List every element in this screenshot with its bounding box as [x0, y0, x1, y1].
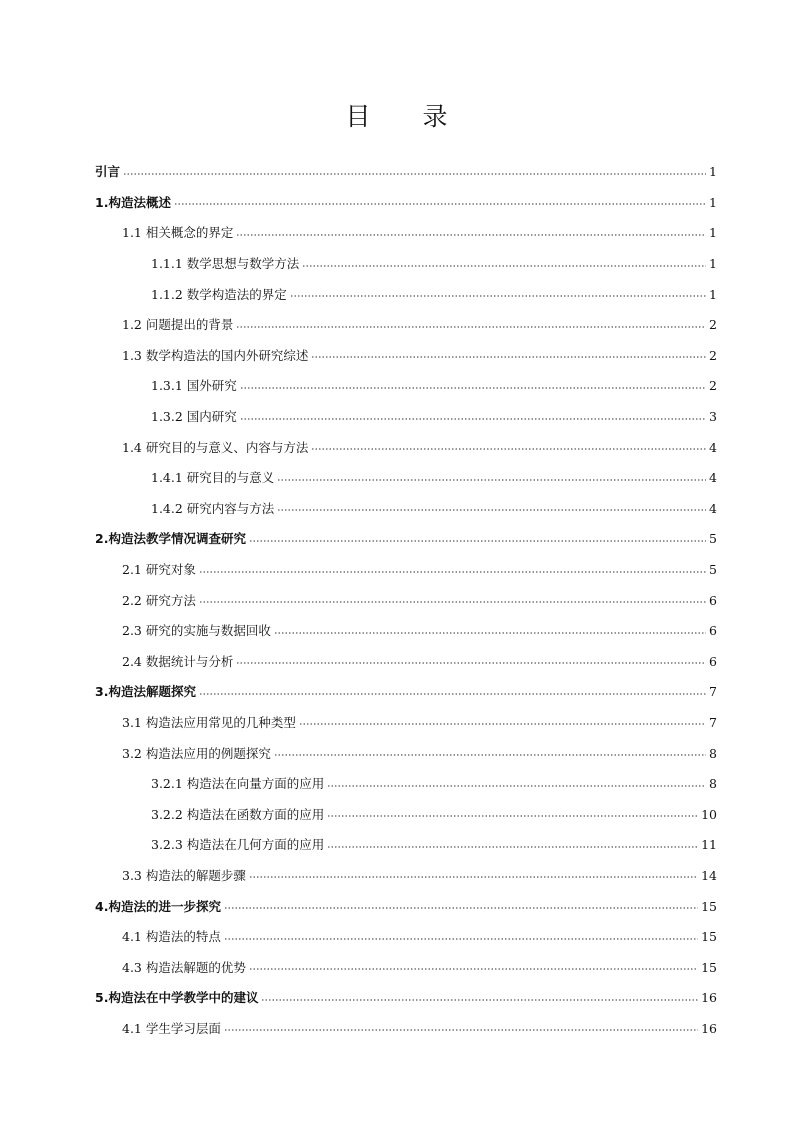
toc-entry-label: 4.3 构造法解题的优势	[122, 959, 246, 975]
toc-dot-leader	[123, 173, 706, 175]
toc-entry-page-number: 16	[701, 1020, 717, 1036]
toc-entry[interactable]	[0, 494, 793, 525]
toc-entry-label: 3.2.2 构造法在函数方面的应用	[151, 806, 325, 822]
toc-entry-label: 1.3.2 国内研究	[151, 409, 237, 425]
toc-entry[interactable]	[0, 861, 793, 892]
toc-entry[interactable]	[0, 647, 793, 678]
toc-entry[interactable]	[0, 952, 793, 983]
toc-entry-label: 2.1 研究对象	[122, 562, 196, 578]
toc-entry[interactable]	[0, 310, 793, 341]
toc-dot-leader	[274, 754, 706, 756]
toc-entry[interactable]	[0, 769, 793, 800]
table-of-contents	[0, 157, 793, 1044]
toc-entry-label: 3.1 构造法应用常见的几种类型	[122, 714, 296, 730]
toc-entry-page-number: 8	[709, 776, 717, 792]
toc-dot-leader	[199, 571, 706, 573]
toc-dot-leader	[311, 448, 706, 450]
toc-entry[interactable]	[0, 524, 793, 555]
toc-entry-page-number: 10	[701, 806, 717, 822]
toc-dot-leader	[236, 234, 706, 236]
toc-entry[interactable]	[0, 371, 793, 402]
toc-entry-page-number: 2	[709, 317, 717, 333]
toc-entry[interactable]	[0, 891, 793, 922]
toc-dot-leader	[299, 723, 706, 725]
toc-entry-page-number: 5	[709, 562, 717, 578]
toc-dot-leader	[240, 387, 706, 389]
toc-dot-leader	[302, 265, 706, 267]
toc-entry-page-number: 5	[709, 531, 717, 547]
toc-entry-label: 4.1 构造法的特点	[122, 929, 221, 945]
toc-entry-label: 3.2.1 构造法在向量方面的应用	[151, 776, 325, 792]
toc-dot-leader	[327, 785, 706, 787]
toc-dot-leader	[327, 815, 698, 817]
toc-entry[interactable]	[0, 922, 793, 953]
toc-entry-label: 1.1.1 数学思想与数学方法	[151, 256, 300, 272]
toc-entry-page-number: 1	[709, 164, 717, 180]
toc-entry-page-number: 4	[709, 439, 717, 455]
toc-entry[interactable]	[0, 677, 793, 708]
toc-entry-label: 3.2 构造法应用的例题探究	[122, 745, 271, 761]
toc-entry-label: 1.1 相关概念的界定	[122, 225, 234, 241]
toc-entry-page-number: 8	[709, 745, 717, 761]
toc-entry-page-number: 2	[709, 378, 717, 394]
toc-dot-leader	[274, 632, 706, 634]
toc-dot-leader	[224, 907, 698, 909]
toc-dot-leader	[199, 693, 706, 695]
toc-entry-label: 3.2.3 构造法在几何方面的应用	[151, 837, 325, 853]
toc-entry-label: 1.3 数学构造法的国内外研究综述	[122, 347, 309, 363]
toc-entry-page-number: 15	[701, 959, 717, 975]
toc-entry-page-number: 1	[709, 286, 717, 302]
toc-entry-page-number: 4	[709, 470, 717, 486]
toc-dot-leader	[174, 203, 706, 205]
toc-entry[interactable]	[0, 463, 793, 494]
toc-entry[interactable]	[0, 249, 793, 280]
toc-dot-leader	[261, 999, 698, 1001]
toc-entry-page-number: 7	[709, 714, 717, 730]
toc-entry-page-number: 11	[701, 837, 717, 853]
toc-entry[interactable]	[0, 188, 793, 219]
toc-entry-label: 5.构造法在中学教学中的建议	[95, 990, 259, 1006]
toc-entry-label: 2.3 研究的实施与数据回收	[122, 623, 271, 639]
toc-entry[interactable]	[0, 830, 793, 861]
toc-entry-label: 3.构造法解题探究	[95, 684, 196, 700]
toc-dot-leader	[249, 540, 706, 542]
toc-entry-label: 1.4.2 研究内容与方法	[151, 500, 275, 516]
toc-entry-page-number: 6	[709, 653, 717, 669]
toc-dot-leader	[236, 662, 706, 664]
toc-entry[interactable]	[0, 555, 793, 586]
toc-entry[interactable]	[0, 738, 793, 769]
toc-entry-page-number: 1	[709, 256, 717, 272]
toc-entry-label: 2.构造法教学情况调查研究	[95, 531, 246, 547]
toc-dot-leader	[224, 1029, 698, 1031]
toc-entry[interactable]	[0, 157, 793, 188]
toc-entry[interactable]	[0, 1014, 793, 1045]
toc-entry[interactable]	[0, 799, 793, 830]
toc-entry[interactable]	[0, 585, 793, 616]
toc-entry-page-number: 7	[709, 684, 717, 700]
toc-entry[interactable]	[0, 402, 793, 433]
toc-entry-page-number: 4	[709, 500, 717, 516]
toc-dot-leader	[249, 876, 698, 878]
toc-entry-page-number: 15	[701, 898, 717, 914]
toc-dot-leader	[249, 968, 698, 970]
toc-entry-page-number: 14	[701, 867, 717, 883]
toc-dot-leader	[311, 356, 706, 358]
toc-dot-leader	[224, 938, 698, 940]
toc-entry-label: 3.3 构造法的解题步骤	[122, 867, 246, 883]
toc-entry[interactable]	[0, 983, 793, 1014]
toc-dot-leader	[277, 479, 706, 481]
toc-entry-page-number: 6	[709, 592, 717, 608]
toc-entry-label: 1.2 问题提出的背景	[122, 317, 234, 333]
toc-entry[interactable]	[0, 341, 793, 372]
toc-entry-page-number: 16	[701, 990, 717, 1006]
toc-entry-page-number: 2	[709, 347, 717, 363]
toc-entry-label: 2.4 数据统计与分析	[122, 653, 234, 669]
toc-entry-label: 1.3.1 国外研究	[151, 378, 237, 394]
toc-dot-leader	[199, 601, 706, 603]
toc-entry[interactable]	[0, 616, 793, 647]
toc-dot-leader	[240, 418, 706, 420]
toc-entry-label: 1.4 研究目的与意义、内容与方法	[122, 439, 309, 455]
toc-entry-label: 2.2 研究方法	[122, 592, 196, 608]
toc-entry-label: 1.构造法概述	[95, 194, 171, 210]
toc-dot-leader	[236, 326, 706, 328]
toc-dot-leader	[290, 295, 706, 297]
page-title: 目 录	[345, 102, 470, 131]
toc-entry-page-number: 15	[701, 929, 717, 945]
toc-entry-page-number: 1	[709, 225, 717, 241]
toc-entry[interactable]	[0, 218, 793, 249]
toc-dot-leader	[277, 509, 706, 511]
toc-entry[interactable]	[0, 708, 793, 739]
toc-entry[interactable]	[0, 432, 793, 463]
toc-entry-label: 1.4.1 研究目的与意义	[151, 470, 275, 486]
toc-entry-page-number: 1	[709, 194, 717, 210]
toc-entry-label: 引言	[95, 164, 121, 180]
toc-entry[interactable]	[0, 279, 793, 310]
toc-entry-page-number: 6	[709, 623, 717, 639]
toc-entry-label: 4.1 学生学习层面	[122, 1020, 221, 1036]
toc-entry-label: 1.1.2 数学构造法的界定	[151, 286, 287, 302]
toc-entry-label: 4.构造法的进一步探究	[95, 898, 221, 914]
toc-entry-page-number: 3	[709, 409, 717, 425]
toc-dot-leader	[327, 846, 698, 848]
